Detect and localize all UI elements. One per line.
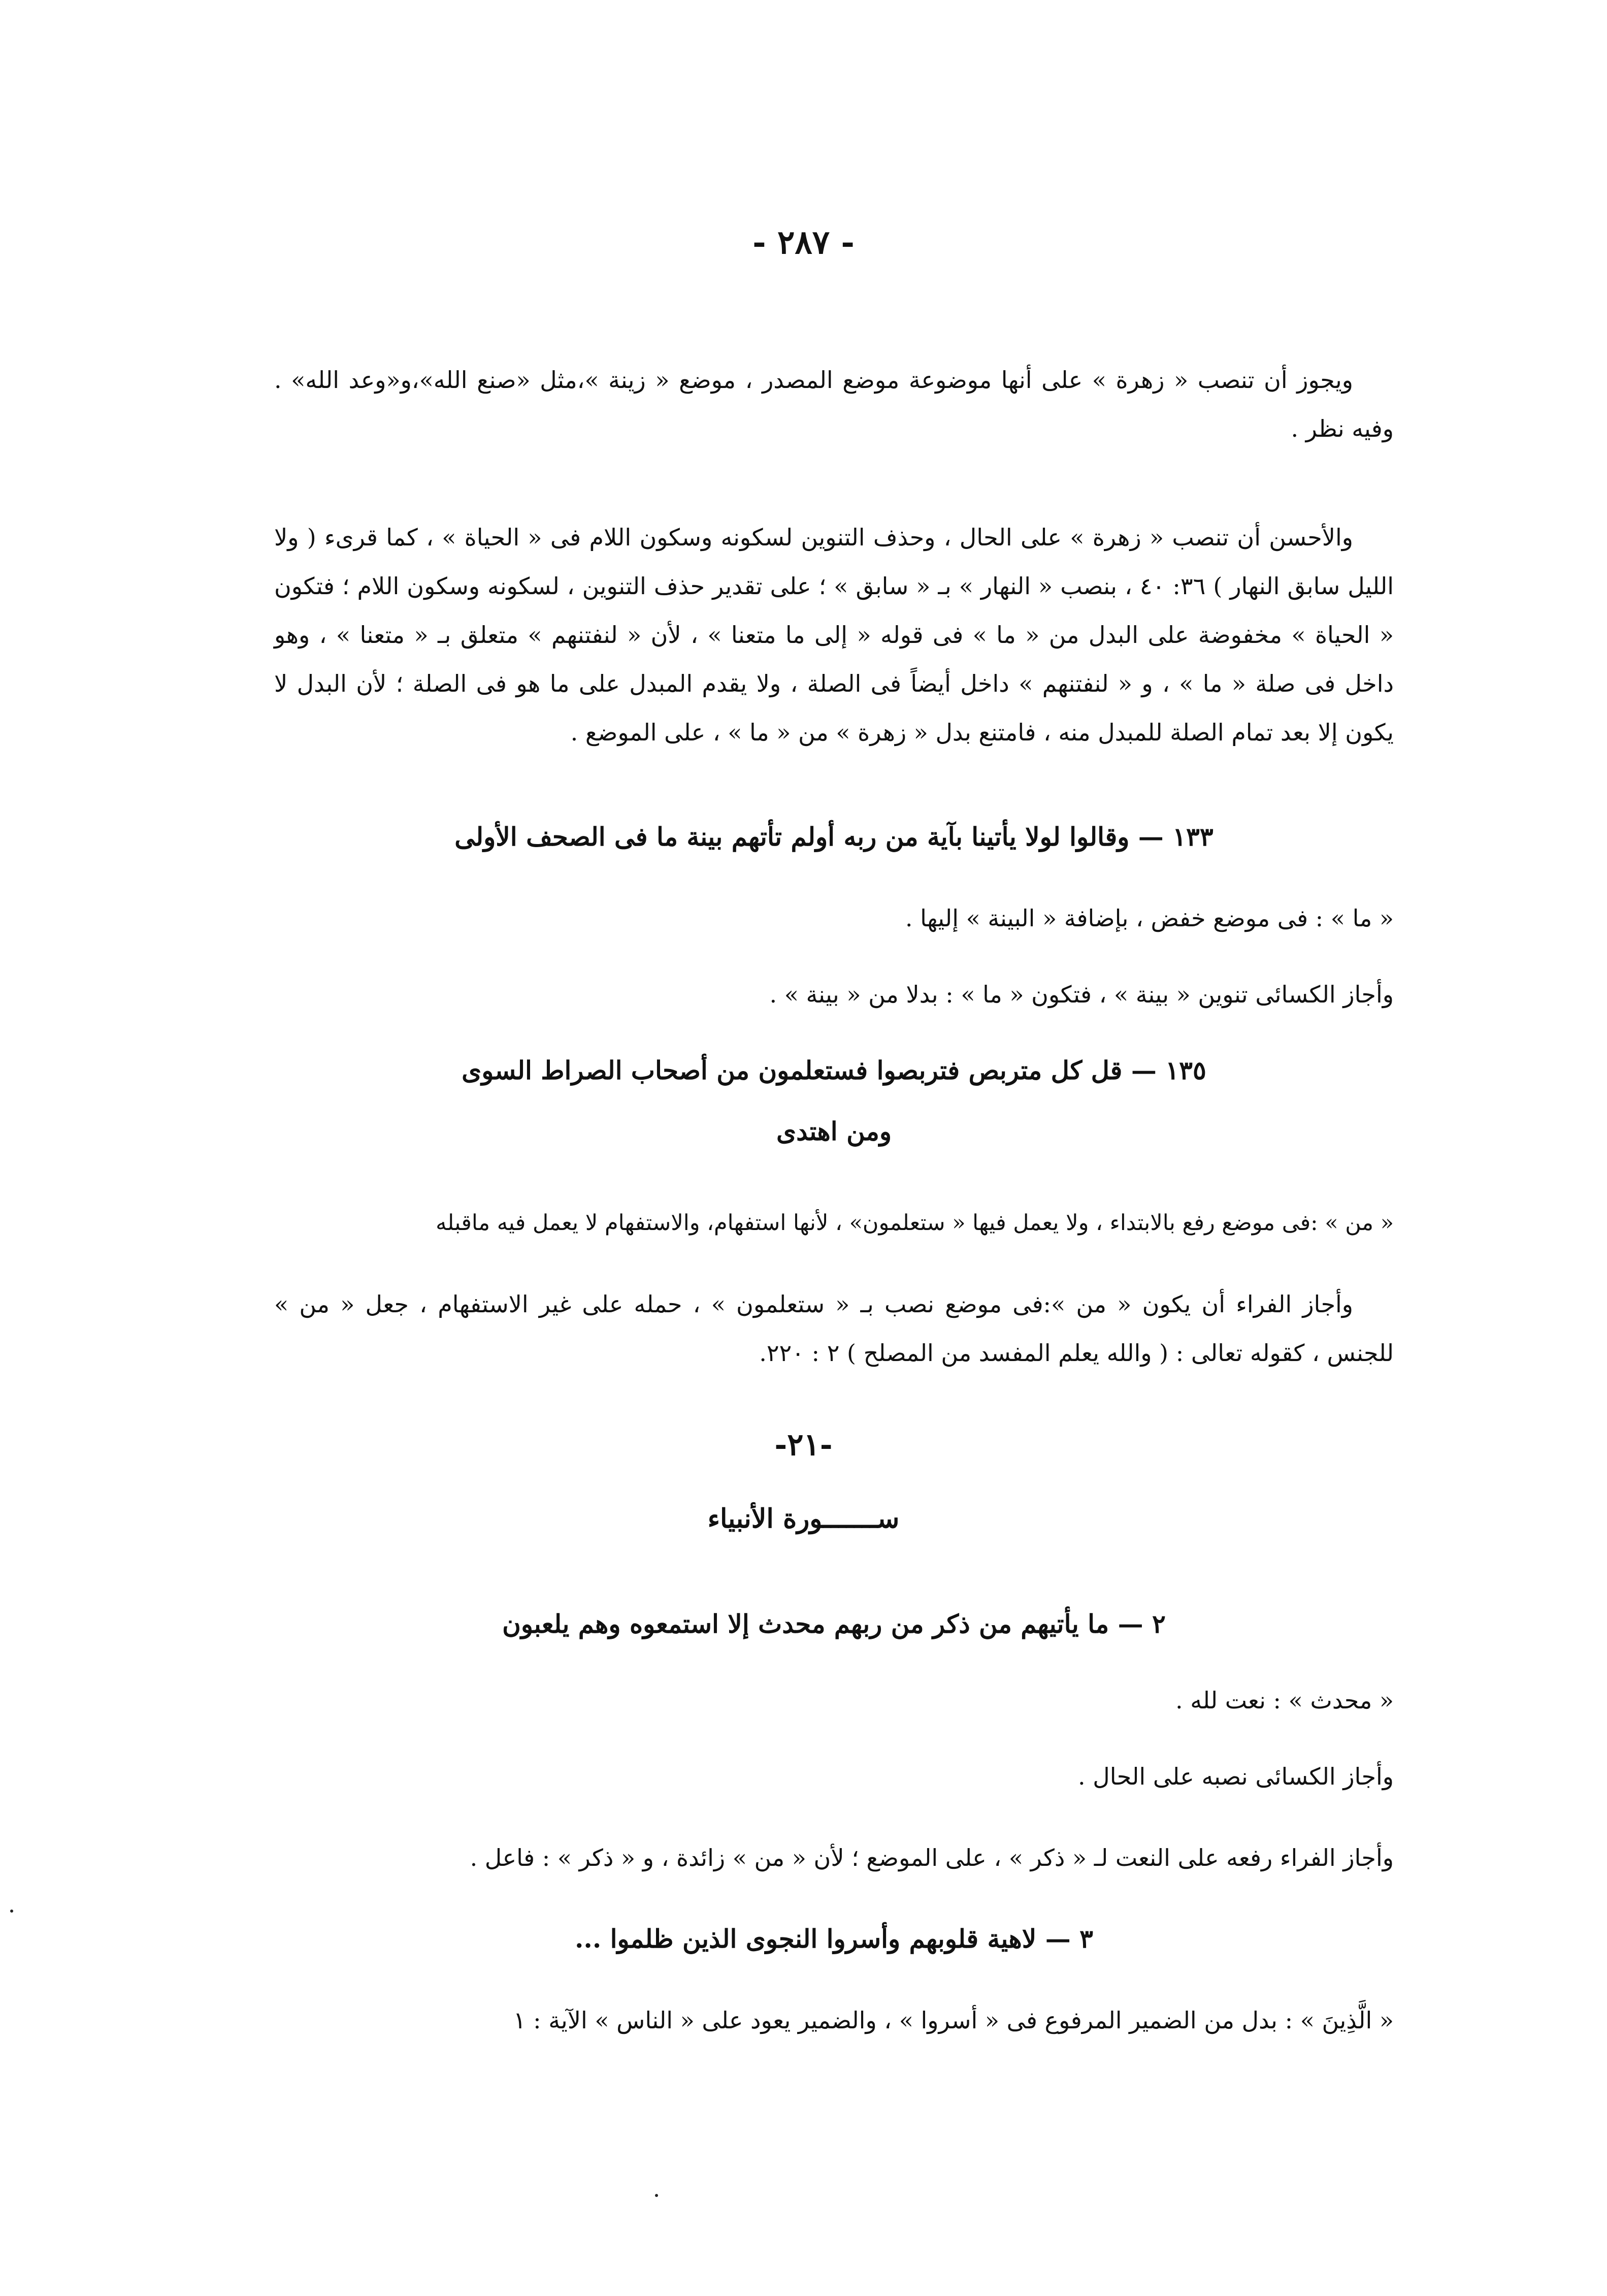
quran-verse-2: ٢ — ما يأتيهم من ذكر من ربهم محدث إلا استمعوه وهم يلعبون [502,1609,1166,1639]
commentary-line: « الَّذِينَ » : بدل من الضمير المرفوع فى « أسروا » ، والضمير يعود على « الناس » الآية : ١ [513,2007,1394,2034]
commentary-line: وأجاز الفراء رفعه على النعت لـ « ذكر » ، على الموضع ؛ لأن « من » زائدة ، و « ذكر » : فاعل . [470,1844,1394,1871]
surah-title: ســـــــورة الأنبياء [707,1503,900,1534]
page-number: - ٢٨٧ - [752,223,855,262]
quran-verse-3: ٣ — لاهية قلوبهم وأسروا النجوى الذين ظلموا ... [575,1924,1093,1954]
commentary-line: وأجاز الكسائى تنوين « بينة » ، فتكون « ما » : بدلا من « بينة » . [769,981,1394,1008]
scan-speck [10,1910,13,1913]
quran-verse-135: ١٣٥ — قل كل متربص فتربصوا فستعلمون من أصحاب الصراط السوى [462,1055,1206,1085]
quran-verse-135-continued: ومن اهتدى [776,1116,892,1146]
paragraph-text: وأجاز الفراء أن يكون « من »:فى موضع نصب بـ « ستعلمون » ، حمله على غير الاستفهام ، جعل « من » للجنس ، كقوله تعالى : ( والله يعلم المفسد من المصلح ) ٢ : ٢٢٠. [274,1290,1394,1367]
scan-speck [655,2194,658,2197]
paragraph-text: ويجوز أن تنصب « زهرة » على أنها موضوعة موضع المصدر ، موضع « زينة »،مثل «صنع الله»،و«وعد الله» . وفيه نظر . [274,366,1394,442]
paragraph-zahra-hal [274,513,1394,757]
commentary-line: « محدث » : نعت لله . [1175,1687,1394,1714]
paragraph-text: والأحسن أن تنصب « زهرة » على الحال ، وحذف التنوين لسكونه وسكون اللام فى « الحياة » ، كما قرىء ( ولا الليل سابق النهار ) ٣٦: ٤٠ ، بنصب « النهار » بـ « سابق » ؛ على تقدير حذف التنوين ، لسكونه وسكون اللام ؛ فتكون « الحياة » مخفوضة على البدل من « ما » فى قوله « إلى ما متعنا » ، لأن « لنفتنهم » متعلق بـ « متعنا » ، وهو داخل فى صلة « ما » ، و « لنفتنهم » داخل أيضاً فى الصلة ، ولا يقدم المبدل على ما هو فى الصلة ؛ لأن البدل لا يكون إلا بعد تمام الصلة للمبدل منه ، فامتنع بدل « زهرة » من « ما » ، على الموضع . [274,524,1394,746]
commentary-line: وأجاز الكسائى نصبه على الحال . [1078,1763,1394,1790]
commentary-line: « ما » : فى موضع خفض ، بإضافة « البينة » إليها . [905,904,1394,932]
quran-verse-133: ١٣٣ — وقالوا لولا يأتينا بآية من ربه أولم تأتهم بينة ما فى الصحف الأولى [454,822,1214,852]
commentary-line: « من » :فى موضع رفع بالابتداء ، ولا يعمل فيها « ستعلمون» ، لأنها استفهام، والاستفهام لا يعمل فيه ماقبله [436,1210,1394,1236]
surah-number: -٢١- [774,1427,833,1463]
paragraph-zahra-masdar [274,355,1394,453]
commentary-paragraph [274,1280,1394,1377]
